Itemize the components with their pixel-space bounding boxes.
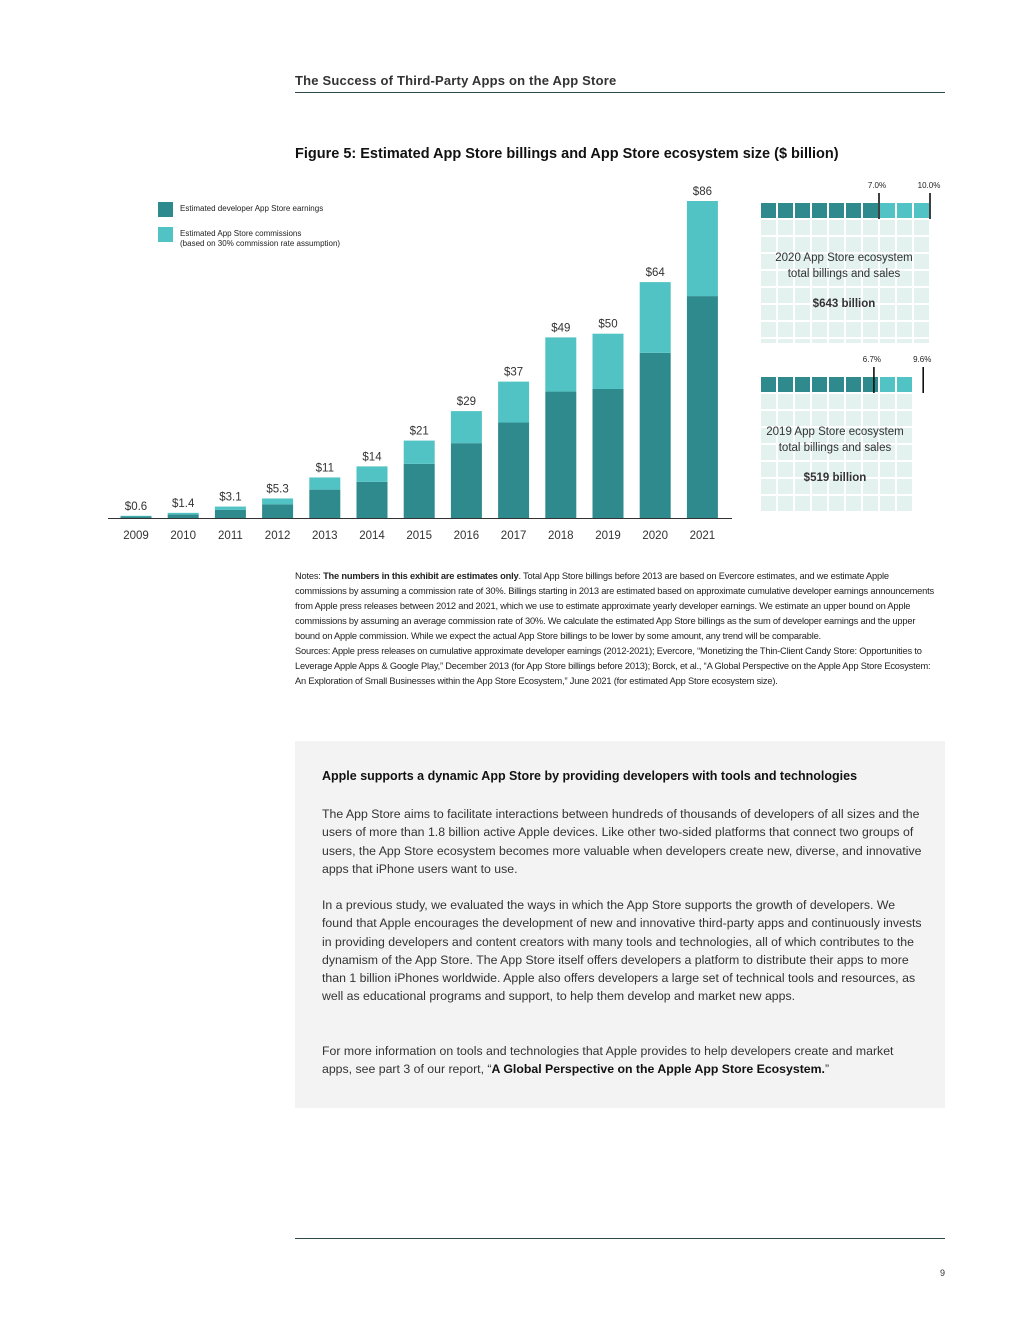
eco-2019-cell bbox=[778, 377, 793, 392]
eco-2020-cell bbox=[778, 220, 793, 235]
eco-2020-cell bbox=[880, 339, 895, 343]
bar-earnings-2011 bbox=[215, 510, 246, 518]
bar-commissions-2012 bbox=[262, 498, 293, 504]
x-tick-label-2016: 2016 bbox=[453, 530, 480, 542]
x-tick-label-2020: 2020 bbox=[642, 530, 668, 542]
bar-earnings-2020 bbox=[640, 353, 671, 518]
eco-2019-pct-high: 9.6% bbox=[913, 355, 932, 364]
x-tick-label-2009: 2009 bbox=[123, 530, 149, 542]
eco-2019-cell bbox=[863, 394, 878, 409]
bar-earnings-2012 bbox=[262, 504, 293, 518]
eco-2019-cell bbox=[897, 377, 912, 392]
footer-divider bbox=[295, 1238, 945, 1239]
figure-title: Figure 5: Estimated App Store billings and App Store ecosystem size ($ billion) bbox=[295, 146, 839, 162]
eco-2020-cell bbox=[829, 322, 844, 337]
eco-2019-cell bbox=[778, 394, 793, 409]
bar-earnings-2010 bbox=[168, 514, 199, 518]
bar-commissions-2014 bbox=[357, 466, 388, 481]
header-divider bbox=[295, 92, 945, 93]
eco-2020-cell bbox=[897, 203, 912, 218]
legend-swatch-commissions bbox=[158, 227, 173, 242]
bar-commissions-2011 bbox=[215, 507, 246, 510]
eco-2020-cell bbox=[863, 220, 878, 235]
bar-earnings-2018 bbox=[545, 392, 576, 518]
eco-2020-cell bbox=[863, 322, 878, 337]
ecosystem-2020-label bbox=[760, 250, 928, 312]
eco-2020-pct-low: 7.0% bbox=[867, 181, 887, 190]
bar-total-label-2014: $14 bbox=[362, 451, 382, 464]
eco-2020-cell bbox=[812, 339, 827, 343]
eco-2020-cell bbox=[778, 339, 793, 343]
eco-2019-cell bbox=[761, 496, 776, 511]
eco-2020-cell bbox=[795, 339, 810, 343]
bar-commissions-2018 bbox=[545, 337, 576, 391]
eco-2020-cell bbox=[761, 322, 776, 337]
eco-2019-cell bbox=[812, 394, 827, 409]
bar-total-label-2011: $3.1 bbox=[219, 491, 242, 504]
ecosystem-2019-line1: 2019 App Store ecosystem bbox=[766, 426, 904, 438]
bar-total-label-2019: $50 bbox=[598, 318, 618, 331]
eco-2020-cell bbox=[761, 220, 776, 235]
eco-2020-cell bbox=[829, 220, 844, 235]
legend-swatch-earnings bbox=[158, 202, 173, 217]
bar-commissions-2016 bbox=[451, 411, 482, 443]
bar-total-label-2009: $0.6 bbox=[124, 500, 148, 513]
eco-2020-cell bbox=[863, 203, 878, 218]
eco-2020-cell bbox=[795, 220, 810, 235]
eco-2019-cell bbox=[846, 394, 861, 409]
eco-2020-cell bbox=[846, 322, 861, 337]
x-tick-label-2013: 2013 bbox=[312, 530, 338, 542]
ecosystem-2019-line2: total billings and sales bbox=[778, 442, 892, 454]
bar-total-label-2013: $11 bbox=[315, 462, 334, 475]
bar-earnings-2021 bbox=[687, 296, 718, 518]
bar-earnings-2019 bbox=[593, 389, 624, 518]
eco-2020-cell bbox=[778, 203, 793, 218]
eco-2020-cell bbox=[812, 220, 827, 235]
legend-commissions-text: Estimated App Store commissions bbox=[180, 229, 302, 238]
notes-sources: Sources: Apple press releases on cumulative approximate developer earnings (2012-2021); Evercore, “Monetizing the Thin-Client Candy Store: Opportunities to Leverage Apple Apps & Google Play,” December 2013 (for App Store billings before 2013); Borck, et al., “A Global Perspective on the Apple App Store Ecosystem: An Exploration of Small Businesses within the App Store Ecosystem,” June 2021 (for estimated App Store ecosystem size). bbox=[295, 646, 931, 686]
ecosystem-2020-line1: 2020 App Store ecosystem bbox=[775, 252, 913, 264]
bar-commissions-2021 bbox=[687, 201, 718, 296]
legend-label-earnings: Estimated developer App Store earnings bbox=[180, 204, 324, 213]
page-number: 9 bbox=[939, 1268, 945, 1278]
bar-commissions-2015 bbox=[404, 441, 435, 464]
eco-2020-cell bbox=[795, 203, 810, 218]
ecosystem-2019-label bbox=[760, 424, 910, 486]
bar-earnings-2017 bbox=[498, 423, 529, 518]
notes-body: . Total App Store billings before 2013 are based on Evercore estimates, and we estimate Apple commissions by assuming a commission rate of 30%. Billings starting in 2013 are estimated based on approximate cumulative developer earnings announcements from Apple press releases between 2012 and 2021, which we use to estimate approximate yearly developer earnings. We estimate an upper bound on Apple commissions by assuming an average commission rate of 30%. We calculate the estimated App Store billings as the sum of developer earnings and the upper bound on Apple commission. While we expect the actual App Store billings to be lower by some amount, any trend will be comparable. bbox=[295, 571, 934, 641]
eco-2019-cell bbox=[863, 377, 878, 392]
eco-2019-cell bbox=[880, 377, 895, 392]
eco-2020-cell bbox=[829, 203, 844, 218]
bar-total-label-2021: $86 bbox=[692, 186, 712, 198]
bar-total-label-2012: $5.3 bbox=[266, 483, 289, 496]
eco-2019-cell bbox=[778, 496, 793, 511]
eco-2020-pct-high: 10.0% bbox=[917, 181, 941, 190]
bar-total-label-2015: $21 bbox=[409, 425, 429, 438]
eco-2020-cell bbox=[812, 203, 827, 218]
x-tick-label-2010: 2010 bbox=[170, 530, 196, 542]
eco-2019-cell bbox=[795, 377, 810, 392]
ecosystem-2020-line2: total billings and sales bbox=[787, 268, 901, 280]
eco-2020-cell bbox=[829, 339, 844, 343]
eco-2020-cell bbox=[761, 339, 776, 343]
eco-2020-cell bbox=[880, 220, 895, 235]
eco-2019-pct-low: 6.7% bbox=[862, 355, 882, 364]
legend-commissions-note: (based on 30% commission rate assumption) bbox=[180, 239, 341, 248]
notes-prefix: Notes: bbox=[295, 571, 324, 581]
box-paragraph-3 bbox=[322, 1042, 922, 1079]
running-header: The Success of Third-Party Apps on the App Store bbox=[295, 73, 617, 88]
eco-2020-cell bbox=[897, 322, 912, 337]
eco-2020-cell bbox=[846, 339, 861, 343]
bar-earnings-2015 bbox=[404, 464, 435, 518]
box-paragraph-3-text: For more information on tools and technologies that Apple provides to help developers create and market apps, see part 3 of our report, “ bbox=[322, 1044, 894, 1077]
bar-commissions-2020 bbox=[640, 282, 671, 353]
eco-2019-cell bbox=[829, 377, 844, 392]
eco-2019-cell bbox=[761, 394, 776, 409]
bar-total-label-2010: $1.4 bbox=[172, 497, 195, 510]
x-tick-label-2019: 2019 bbox=[595, 530, 621, 542]
eco-2019-cell bbox=[897, 394, 912, 409]
bar-earnings-2016 bbox=[451, 443, 482, 518]
eco-2020-cell bbox=[914, 220, 929, 235]
ecosystem-2019-amount: $519 billion bbox=[803, 472, 867, 484]
eco-2020-cell bbox=[897, 339, 912, 343]
legend-label-commissions bbox=[180, 227, 340, 249]
bar-earnings-2013 bbox=[309, 490, 340, 518]
eco-2019-cell bbox=[846, 377, 861, 392]
eco-2020-cell bbox=[761, 203, 776, 218]
ecosystem-2020-panel bbox=[760, 178, 950, 343]
eco-2020-cell bbox=[880, 203, 895, 218]
bar-total-label-2020: $64 bbox=[645, 267, 665, 280]
sidebar-box bbox=[295, 741, 945, 1108]
x-tick-label-2014: 2014 bbox=[359, 530, 385, 542]
bar-total-label-2018: $49 bbox=[551, 322, 571, 335]
eco-2019-cell bbox=[880, 496, 895, 511]
box-paragraph-1: The App Store aims to facilitate interactions between hundreds of thousands of developers of all sizes and the users of more than 1.8 billion active Apple devices. Like other two-sided platforms that connect two groups of users, the App Store ecosystem becomes more valuable when developers create new, diverse, and innovative apps that iPhone users want to use. bbox=[322, 807, 922, 876]
eco-2019-cell bbox=[795, 394, 810, 409]
eco-2020-cell bbox=[880, 322, 895, 337]
bar-commissions-2009 bbox=[121, 516, 152, 517]
x-tick-label-2017: 2017 bbox=[500, 530, 527, 542]
x-tick-label-2011: 2011 bbox=[218, 530, 243, 542]
box-paragraph-3-end: ” bbox=[824, 1062, 830, 1077]
eco-2019-cell bbox=[829, 394, 844, 409]
eco-2020-cell bbox=[846, 220, 861, 235]
bar-commissions-2019 bbox=[593, 334, 624, 389]
eco-2020-cell bbox=[812, 322, 827, 337]
eco-2019-cell bbox=[812, 496, 827, 511]
bar-earnings-2009 bbox=[121, 517, 152, 518]
eco-2020-cell bbox=[914, 339, 929, 343]
x-tick-label-2012: 2012 bbox=[264, 530, 291, 542]
bar-commissions-2010 bbox=[168, 513, 199, 514]
eco-2020-cell bbox=[914, 203, 929, 218]
eco-2019-cell bbox=[897, 496, 912, 511]
eco-2019-cell bbox=[846, 496, 861, 511]
x-tick-label-2015: 2015 bbox=[406, 530, 432, 542]
eco-2019-cell bbox=[761, 377, 776, 392]
eco-2020-cell bbox=[863, 339, 878, 343]
eco-2019-cell bbox=[795, 496, 810, 511]
eco-2020-cell bbox=[846, 203, 861, 218]
eco-2020-cell bbox=[795, 322, 810, 337]
x-tick-label-2021: 2021 bbox=[689, 530, 716, 542]
legend-item-earnings bbox=[158, 202, 458, 217]
notes-emphasis: The numbers in this exhibit are estimates only bbox=[323, 571, 519, 581]
bar-total-label-2016: $29 bbox=[456, 396, 476, 409]
x-tick-label-2018: 2018 bbox=[548, 530, 574, 542]
eco-2019-cell bbox=[863, 496, 878, 511]
eco-2019-cell bbox=[880, 394, 895, 409]
bar-commissions-2013 bbox=[309, 477, 340, 489]
box-paragraph-2: In a previous study, we evaluated the ways in which the App Store supports the growth of developers. We found that Apple encourages the development of new and innovative third-party apps and continuously invests in providing developers and content creators with many tools and technologies, all of which contributes to the dynamism of the App Store. The App Store itself offers developers a platform to distribute their apps to more than 1 billion iPhones worldwide. Apple also offers developers a large set of technical tools and resources, as well as educational programs and support, to help them develop and market new apps. bbox=[322, 898, 922, 1004]
bar-earnings-2014 bbox=[357, 482, 388, 518]
ecosystem-2020-amount: $643 billion bbox=[812, 298, 876, 310]
eco-2019-cell bbox=[829, 496, 844, 511]
report-link[interactable]: A Global Perspective on the Apple App Store Ecosystem. bbox=[491, 1062, 825, 1077]
box-heading: Apple supports a dynamic App Store by providing developers with tools and technologies bbox=[322, 769, 858, 783]
figure-notes bbox=[295, 569, 940, 689]
bar-total-label-2017: $37 bbox=[504, 366, 524, 379]
eco-2020-cell bbox=[778, 322, 793, 337]
legend-item-commissions bbox=[158, 227, 458, 249]
bar-commissions-2017 bbox=[498, 382, 529, 423]
eco-2020-cell bbox=[897, 220, 912, 235]
chart-legend bbox=[158, 202, 458, 259]
eco-2020-cell bbox=[914, 322, 929, 337]
eco-2019-cell bbox=[812, 377, 827, 392]
ecosystem-2019-panel bbox=[760, 352, 950, 517]
